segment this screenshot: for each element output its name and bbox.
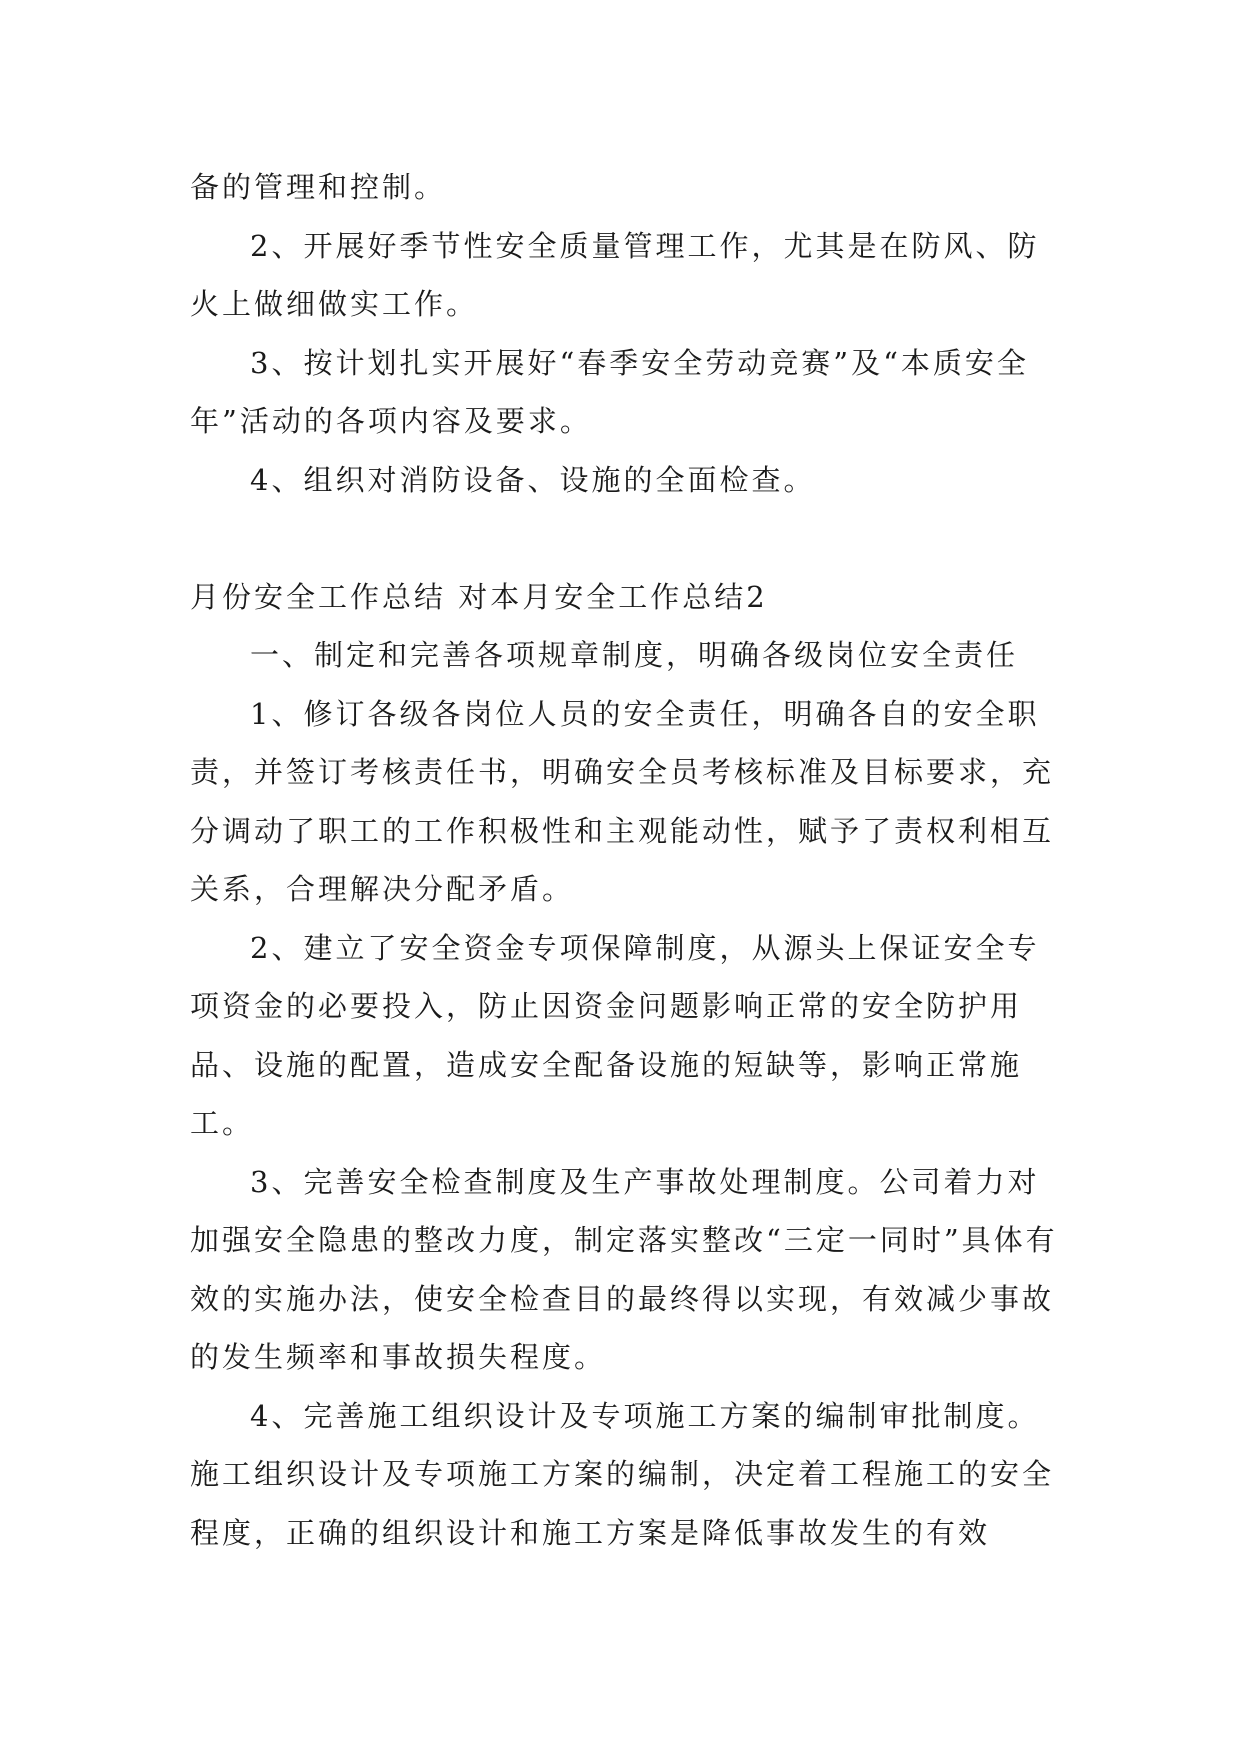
paragraph-continuation: 备的管理和控制。 xyxy=(190,170,447,204)
section-gap xyxy=(190,509,1070,568)
section-paragraph-1: 1、修订各级各岗位人员的安全责任，明确各自的安全职责，并签订考核责任书，明确安全员考核标准及目标要求，充分调动了职工的工作积极性和主观能动性，赋予了责权利相互关系，合理解决分配矛盾。 xyxy=(190,696,1055,906)
section-heading-1: 一、制定和完善各项规章制度，明确各级岗位安全责任 xyxy=(250,638,1019,672)
document-body xyxy=(190,158,1070,1562)
section-paragraph-2: 2、建立了安全资金专项保障制度，从源头上保证安全专项资金的必要投入，防止因资金问题影响正常的安全防护用品、设施的配置，造成安全配备设施的短缺等，影响正常施工。 xyxy=(190,930,1040,1140)
paragraph-item-2: 2、开展好季节性安全质量管理工作，尤其是在防风、防火上做细做实工作。 xyxy=(190,228,1040,321)
paragraph-item-4: 4、组织对消防设备、设施的全面检查。 xyxy=(250,462,816,497)
paragraph-item-3: 3、按计划扎实开展好“春季安全劳动竞赛”及“本质安全年”活动的各项内容及要求。 xyxy=(190,345,1029,438)
section-title: 月份安全工作总结 对本月安全工作总结2 xyxy=(190,579,768,614)
section-paragraph-4: 4、完善施工组织设计及专项施工方案的编制审批制度。施工组织设计及专项施工方案的编制，决定着工程施工的安全程度，正确的组织设计和施工方案是降低事故发生的有效 xyxy=(190,1398,1055,1550)
section-paragraph-3: 3、完善安全检查制度及生产事故处理制度。公司着力对加强安全隐患的整改力度，制定落实整改“三定一同时”具体有效的实施办法，使安全检查目的最终得以实现，有效减少事故的发生频率和事故损失程度。 xyxy=(190,1164,1058,1374)
